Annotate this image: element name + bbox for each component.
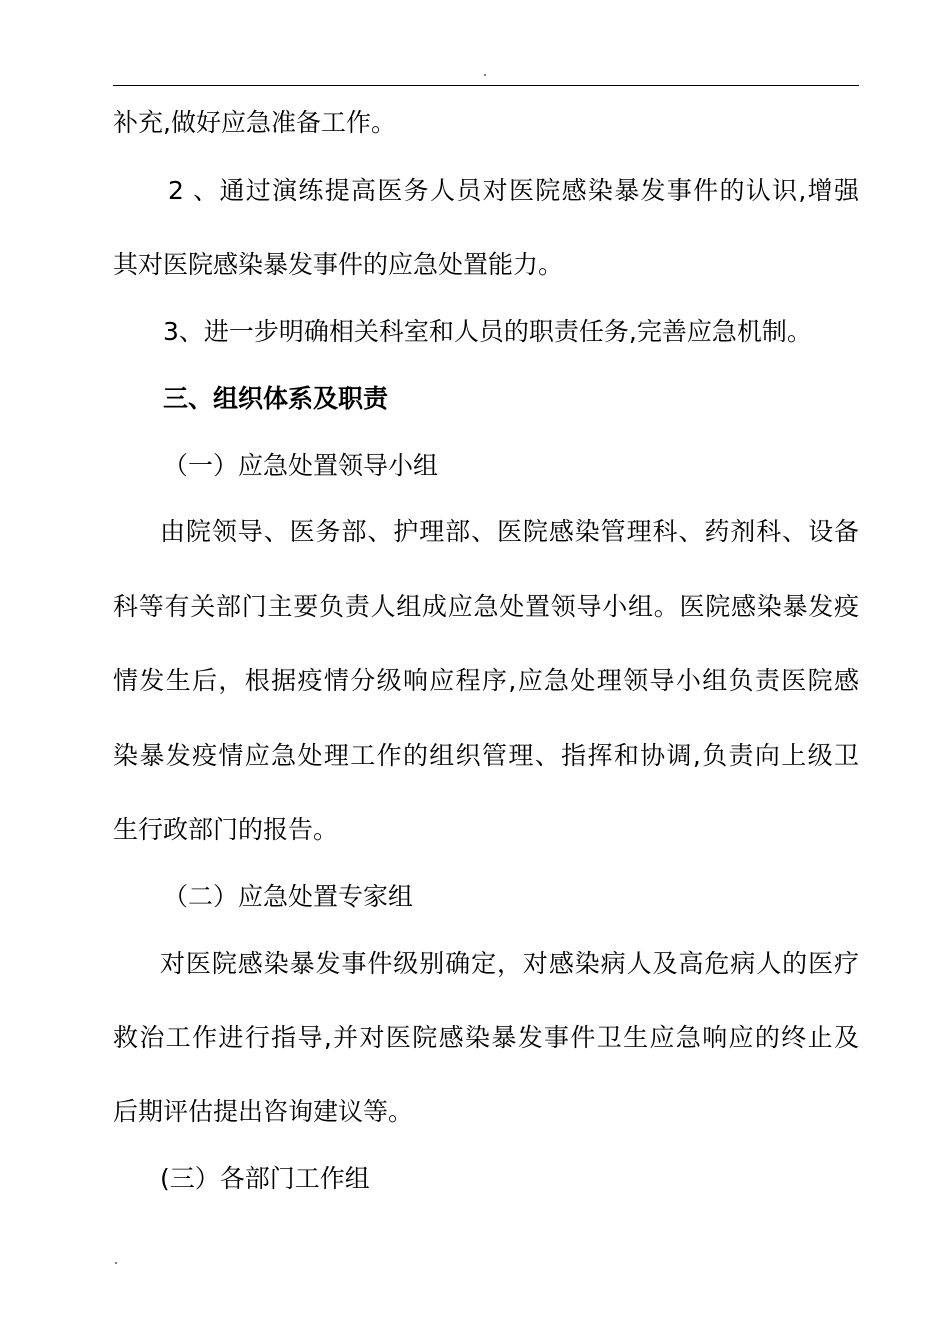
paragraph-line: 2 、通过演练提高医务人员对医院感染暴发事件的认识,增强	[168, 176, 859, 205]
paragraph-line: 染暴发疫情应急处理工作的组织管理、指挥和协调,负责向上级卫	[113, 741, 859, 770]
paragraph-line: 科等有关部门主要负责人组成应急处置领导小组。医院感染暴发疫	[113, 592, 859, 621]
header-mark	[484, 74, 486, 76]
paragraph-line: 由院领导、医务部、护理部、医院感染管理科、药剂科、设备	[160, 517, 859, 546]
paragraph-line: 对医院感染暴发事件级别确定，对感染病人及高危病人的医疗	[160, 949, 859, 978]
paragraph-line: 生行政部门的报告。	[113, 815, 339, 844]
paragraph-line: 救治工作进行指导,并对医院感染暴发事件卫生应急响应的终止及	[113, 1023, 859, 1052]
header-rule	[113, 85, 859, 86]
paragraph-line: 其对医院感染暴发事件的应急处置能力。	[113, 250, 564, 279]
subsection-heading: (三）各部门工作组	[160, 1164, 370, 1193]
subsection-heading: （二）应急处置专家组	[163, 882, 414, 911]
subsection-heading: （一）应急处置领导小组	[163, 451, 439, 480]
paragraph-line: 补充,做好应急准备工作。	[113, 108, 396, 137]
paragraph-line: 3、进一步明确相关科室和人员的职责任务,完善应急机制。	[163, 317, 812, 346]
section-heading: 三、组织体系及职责	[163, 384, 389, 413]
paragraph-line: 后期评估提出咨询建议等。	[113, 1097, 414, 1126]
footer-mark	[115, 1262, 117, 1264]
paragraph-line: 情发生后，根据疫情分级响应程序,应急处理领导小组负责医院感	[113, 666, 859, 695]
